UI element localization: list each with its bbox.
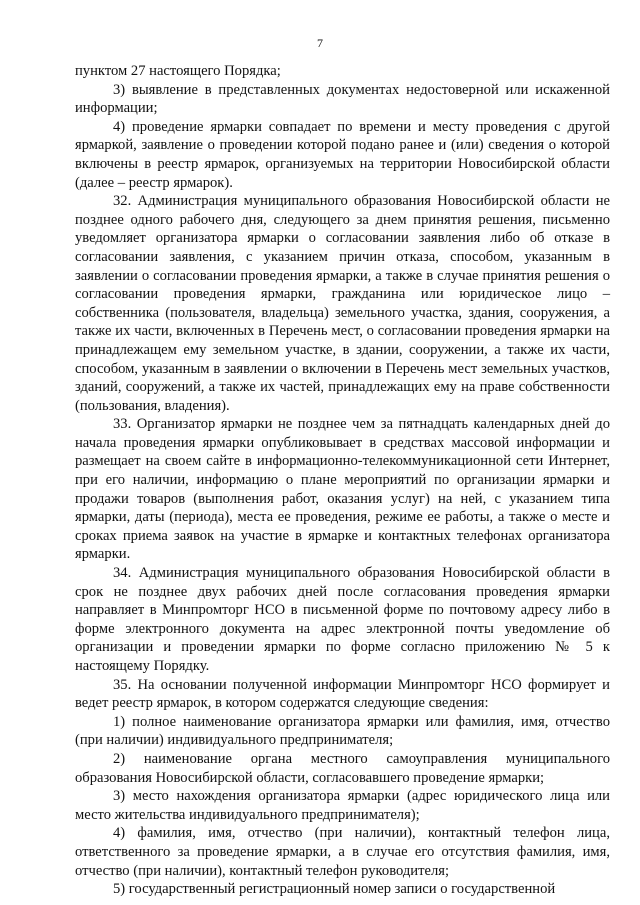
paragraph-p3: 4) проведение ярмарки совпадает по времени и месту проведения с другой ярмаркой, заявление о проведении которой подано ранее и (или) сведения о которой включены в реестр ярмарок, организуемых на территории Новосибирской области (далее – реестр ярмарок). <box>75 118 610 191</box>
paragraph-p12: 5) государственный регистрационный номер записи о государственной <box>113 881 556 898</box>
paragraph-p8: 1) полное наименование организатора ярмарки или фамилия, имя, отчество (при наличии) индивидуального предпринимателя; <box>75 713 610 749</box>
paragraph-p2: 3) выявление в представленных документах недостоверной или искаженной информации; <box>75 81 610 117</box>
paragraph-p1: пунктом 27 настоящего Порядка; <box>75 63 281 79</box>
paragraph-p6: 34. Администрация муниципального образования Новосибирской области в срок не позднее двух рабочих дней после согласования проведения ярмарки направляет в Минпромторг НСО в письменной форме по почтовому адресу либо в форме электронного документа на адрес электронной почты уведомление об организации и проведении ярмарки по форме согласно приложению № 5 к настоящему Порядку. <box>75 565 610 674</box>
paragraph-p11: 4) фамилия, имя, отчество (при наличии), контактный телефон лица, ответственного за проведение ярмарки, а в случае его отсутствия фамилия, имя, отчество (при наличии), контактный телефон руководителя; <box>75 825 610 879</box>
paragraph-p5: 33. Организатор ярмарки не позднее чем за пятнадцать календарных дней до начала проведения ярмарки опубликовывает в средствах массовой информации и размещает на своем сайте в информационно-телекоммуникационной сети Интернет, при его наличии, информацию о плане мероприятий по организации ярмарки и продажи товаров (выполнения работ, оказания услуг) на ней, с указанием типа ярмарки, даты (периода), места ее проведения, режиме ее работы, а также о месте и сроках приема заявок на участие в ярмарке и контактных телефонах организатора ярмарки. <box>75 416 610 563</box>
paragraph-p4: 32. Администрация муниципального образования Новосибирской области не позднее одного рабочего дня, следующего за днем принятия решения, письменно уведомляет организатора ярмарки о согласовании заявления либо об отказе в согласовании заявления, с указанием причин отказа, способом, указанным в заявлении о согласовании проведения ярмарки, а также в случае принятия решения о согласовании проведения ярмарки, гражданина или юридическое лицо – собственника (пользователя, владельца) земельного участка, здания, сооружения, а также их части, включенных в Перечень мест, о согласовании проведения ярмарки на принадлежащем ему земельном участке, в здании, сооружении, а также их части, способом, указанным в заявлении о включении в Перечень мест земельных участков, зданий, сооружений, а также их частей, принадлежащих ему на праве собственности (пользования, владения). <box>75 193 610 414</box>
paragraph-p10: 3) место нахождения организатора ярмарки (адрес юридического лица или место жительства индивидуального предпринимателя); <box>75 788 610 823</box>
page-number: 7 <box>317 36 323 50</box>
paragraph-p9: 2) наименование органа местного самоуправления муниципального образования Новосибирской области, согласовавшего проведение ярмарки; <box>75 750 610 786</box>
document-body <box>75 62 610 899</box>
paragraph-p7: 35. На основании полученной информации Минпромторг НСО формирует и ведет реестр ярмарок, в котором содержатся следующие сведения: <box>75 676 610 712</box>
